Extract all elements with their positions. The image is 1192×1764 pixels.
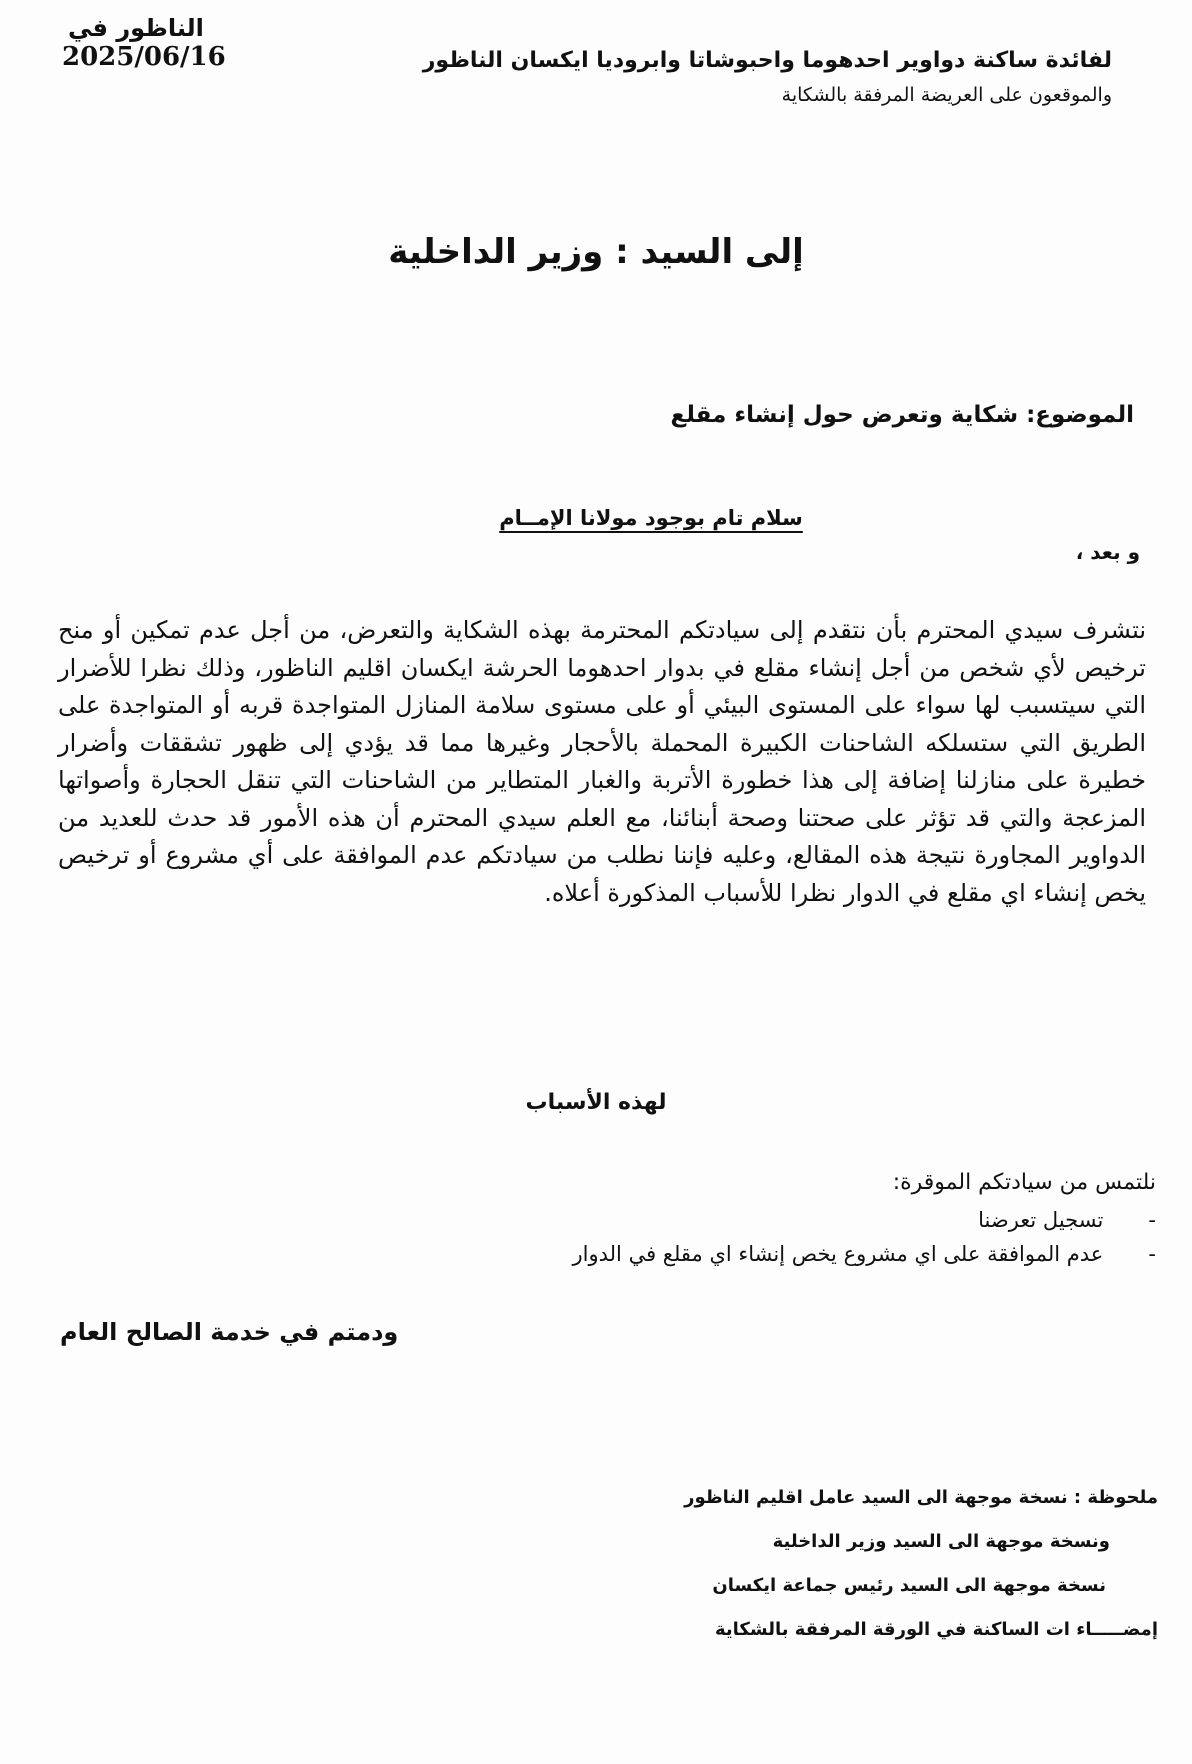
date-place: الناظور في — [68, 14, 204, 42]
list-item — [356, 1237, 1156, 1271]
list-item-text: عدم الموافقة على اي مشروع يخص إنشاء اي مقلع في الدوار — [572, 1242, 1104, 1266]
list-marker: - — [1148, 1208, 1156, 1232]
signers-line: والموقعون على العريضة المرفقة بالشكاية — [781, 84, 1112, 106]
date-line — [62, 14, 362, 72]
closing-line: ودمتم في خدمة الصالح العام — [60, 1318, 399, 1346]
salutation-after: و بعد ، — [1075, 540, 1140, 564]
note-line: ملحوظة : نسخة موجهة الى السيد عامل اقليم الناظور — [684, 1487, 1158, 1508]
date: 2025/06/16 — [62, 42, 226, 72]
recipient-heading: إلى السيد : وزير الداخلية — [388, 232, 804, 272]
greeting-text: سلام تام بوجود مولانا الإمــام — [499, 506, 803, 530]
request-list — [356, 1203, 1156, 1271]
list-item-text: تسجيل تعرضنا — [978, 1208, 1104, 1232]
greeting-line — [0, 506, 1192, 530]
note-line: نسخة موجهة الى السيد رئيس جماعة ايكسان — [712, 1575, 1106, 1596]
subject-line: الموضوع: شكاية وتعرض حول إنشاء مقلع — [670, 402, 1134, 428]
reasons-heading: لهذه الأسباب — [525, 1090, 667, 1115]
request-intro: نلتمس من سيادتكم الموقرة: — [892, 1170, 1156, 1195]
note-line: إمضـــــاء ات الساكنة في الورقة المرفقة بالشكاية — [715, 1619, 1158, 1640]
list-marker: - — [1148, 1242, 1156, 1266]
sender-line: لفائدة ساكنة دواوير احدهوما واحبوشاتا وابروديا ايكسان الناظور — [422, 48, 1112, 73]
note-line: ونسخة موجهة الى السيد وزير الداخلية — [772, 1531, 1110, 1552]
copies-notes — [458, 1476, 1158, 1652]
body-paragraph: نتشرف سيدي المحترم بأن نتقدم إلى سيادتكم المحترمة بهذه الشكاية والتعرض، من أجل عدم تمكين أو منح ترخيص لأي شخص من أجل إنشاء مقلع في بدوار احدهوما الحرشة ايكسان اقليم الناظور، وذلك نظرا للأضرار التي سيتسبب لها سواء على المستوى البيئي أو على مستوى سلامة المنازل المتواجدة قربه أو المتواجدة على الطريق التي ستسلكه الشاحنات الكبيرة المحملة بالأحجار وغيرها مما قد يؤدي إلى ظهور تشققات وأضرار خطيرة على منازلنا إضافة إلى هذا خطورة الأتربة والغبار المتطاير من الشاحنات التي تنقل الحجارة وأصواتها المزعجة والتي قد تؤثر على صحتنا وصحة أبنائنا، مع العلم سيدي المحترم أن هذه الأمور قد حدث للعديد من الدواوير المجاورة نتيجة هذه المقالع، وعليه فإننا نطلب من سيادتكم عدم الموافقة على أي مشروع أو ترخيص يخص إنشاء اي مقلع في الدوار نظرا للأسباب المذكورة أعلاه. — [58, 616, 1146, 907]
list-item — [356, 1203, 1156, 1237]
